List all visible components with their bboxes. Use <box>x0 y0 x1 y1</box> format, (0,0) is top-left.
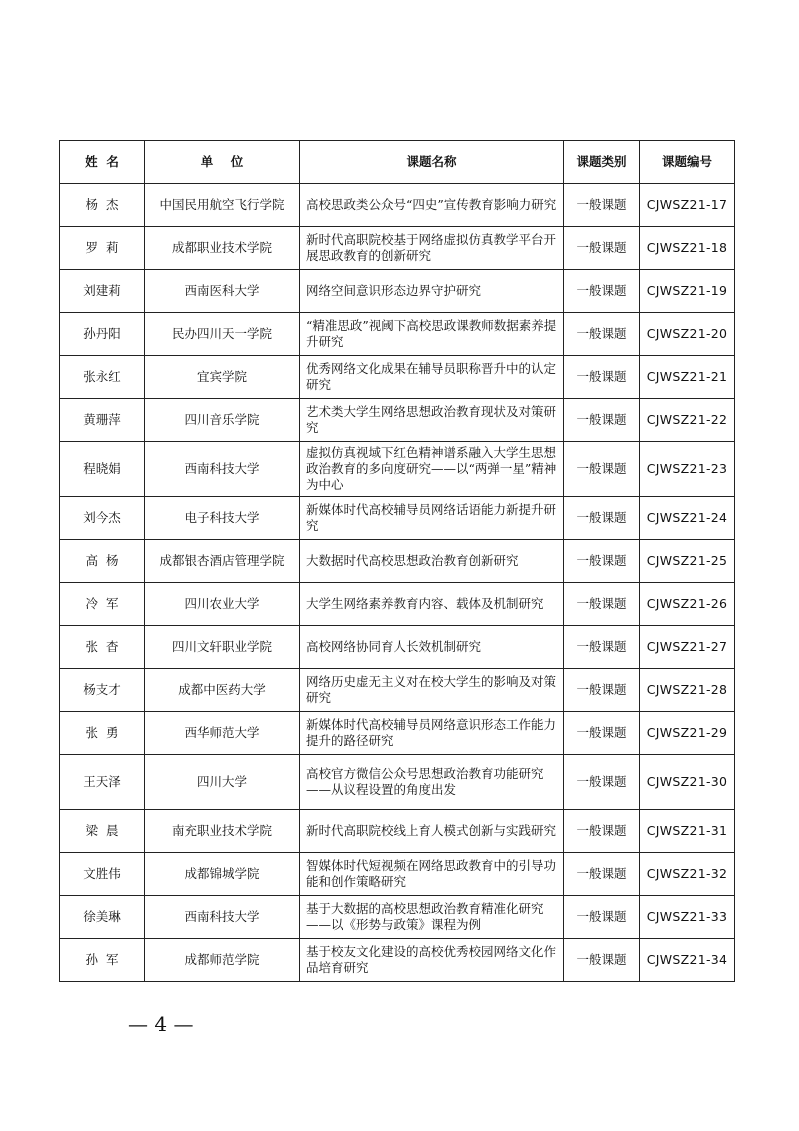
cell-code: CJWSZ21-31 <box>640 810 735 853</box>
cell-unit: 西南科技大学 <box>145 896 300 939</box>
cell-title: “精准思政”视阈下高校思政课教师数据素养提升研究 <box>300 313 564 356</box>
cell-name: 徐美琳 <box>60 896 145 939</box>
table-row <box>60 270 735 313</box>
table-row <box>60 853 735 896</box>
cell-type: 一般课题 <box>564 356 640 399</box>
cell-title: 优秀网络文化成果在辅导员职称晋升中的认定研究 <box>300 356 564 399</box>
header-title: 课题名称 <box>300 141 564 184</box>
cell-code: CJWSZ21-26 <box>640 583 735 626</box>
cell-type: 一般课题 <box>564 755 640 810</box>
table-row <box>60 356 735 399</box>
cell-code: CJWSZ21-33 <box>640 896 735 939</box>
cell-title: 智媒体时代短视频在网络思政教育中的引导功能和创作策略研究 <box>300 853 564 896</box>
table-row <box>60 755 735 810</box>
cell-type: 一般课题 <box>564 442 640 497</box>
cell-title: 虚拟仿真视域下红色精神谱系融入大学生思想政治教育的多向度研究——以“两弹一星”精神为中心 <box>300 442 564 497</box>
header-name: 姓 名 <box>60 141 145 184</box>
cell-type: 一般课题 <box>564 669 640 712</box>
cell-type: 一般课题 <box>564 712 640 755</box>
project-table <box>59 140 735 982</box>
cell-unit: 西华师范大学 <box>145 712 300 755</box>
cell-code: CJWSZ21-23 <box>640 442 735 497</box>
cell-type: 一般课题 <box>564 227 640 270</box>
table-row <box>60 583 735 626</box>
cell-name: 杨 杰 <box>60 184 145 227</box>
cell-type: 一般课题 <box>564 497 640 540</box>
cell-title: 新时代高职院校基于网络虚拟仿真教学平台开展思政教育的创新研究 <box>300 227 564 270</box>
cell-title: 新媒体时代高校辅导员网络话语能力新提升研究 <box>300 497 564 540</box>
cell-type: 一般课题 <box>564 896 640 939</box>
cell-title: 基于校友文化建设的高校优秀校园网络文化作品培育研究 <box>300 939 564 982</box>
cell-type: 一般课题 <box>564 626 640 669</box>
cell-unit: 民办四川天一学院 <box>145 313 300 356</box>
cell-title: 高校网络协同育人长效机制研究 <box>300 626 564 669</box>
table-row <box>60 184 735 227</box>
cell-unit: 南充职业技术学院 <box>145 810 300 853</box>
cell-name: 孙丹阳 <box>60 313 145 356</box>
cell-code: CJWSZ21-27 <box>640 626 735 669</box>
cell-unit: 四川音乐学院 <box>145 399 300 442</box>
table-row <box>60 399 735 442</box>
table-row <box>60 540 735 583</box>
table-row <box>60 712 735 755</box>
table-row <box>60 313 735 356</box>
cell-type: 一般课题 <box>564 270 640 313</box>
cell-code: CJWSZ21-30 <box>640 755 735 810</box>
cell-code: CJWSZ21-32 <box>640 853 735 896</box>
cell-code: CJWSZ21-34 <box>640 939 735 982</box>
cell-type: 一般课题 <box>564 810 640 853</box>
cell-name: 孙 军 <box>60 939 145 982</box>
cell-code: CJWSZ21-25 <box>640 540 735 583</box>
cell-unit: 西南科技大学 <box>145 442 300 497</box>
cell-name: 黄珊萍 <box>60 399 145 442</box>
cell-unit: 西南医科大学 <box>145 270 300 313</box>
header-code: 课题编号 <box>640 141 735 184</box>
table-row <box>60 227 735 270</box>
table-row <box>60 669 735 712</box>
cell-unit: 四川大学 <box>145 755 300 810</box>
cell-unit: 中国民用航空飞行学院 <box>145 184 300 227</box>
cell-title: 新媒体时代高校辅导员网络意识形态工作能力提升的路径研究 <box>300 712 564 755</box>
page-number: — 4 — <box>128 1012 194 1036</box>
cell-name: 王天泽 <box>60 755 145 810</box>
cell-title: 网络历史虚无主义对在校大学生的影响及对策研究 <box>300 669 564 712</box>
cell-title: 大数据时代高校思想政治教育创新研究 <box>300 540 564 583</box>
table-row <box>60 497 735 540</box>
cell-unit: 宜宾学院 <box>145 356 300 399</box>
cell-type: 一般课题 <box>564 939 640 982</box>
cell-title: 网络空间意识形态边界守护研究 <box>300 270 564 313</box>
cell-title: 艺术类大学生网络思想政治教育现状及对策研究 <box>300 399 564 442</box>
cell-code: CJWSZ21-24 <box>640 497 735 540</box>
cell-unit: 成都职业技术学院 <box>145 227 300 270</box>
cell-code: CJWSZ21-22 <box>640 399 735 442</box>
cell-code: CJWSZ21-21 <box>640 356 735 399</box>
cell-name: 罗 莉 <box>60 227 145 270</box>
table-header-row <box>60 141 735 184</box>
cell-unit: 成都师范学院 <box>145 939 300 982</box>
cell-title: 新时代高职院校线上育人模式创新与实践研究 <box>300 810 564 853</box>
cell-title: 基于大数据的高校思想政治教育精准化研究——以《形势与政策》课程为例 <box>300 896 564 939</box>
table-row <box>60 810 735 853</box>
cell-title: 大学生网络素养教育内容、载体及机制研究 <box>300 583 564 626</box>
cell-type: 一般课题 <box>564 399 640 442</box>
table-row <box>60 896 735 939</box>
cell-name: 高 杨 <box>60 540 145 583</box>
cell-title: 高校思政类公众号“四史”宣传教育影响力研究 <box>300 184 564 227</box>
cell-type: 一般课题 <box>564 540 640 583</box>
cell-code: CJWSZ21-29 <box>640 712 735 755</box>
cell-type: 一般课题 <box>564 853 640 896</box>
cell-name: 杨支才 <box>60 669 145 712</box>
cell-code: CJWSZ21-17 <box>640 184 735 227</box>
header-type: 课题类别 <box>564 141 640 184</box>
cell-unit: 成都锦城学院 <box>145 853 300 896</box>
table-row <box>60 939 735 982</box>
cell-name: 程晓娟 <box>60 442 145 497</box>
cell-type: 一般课题 <box>564 583 640 626</box>
cell-unit: 四川农业大学 <box>145 583 300 626</box>
cell-type: 一般课题 <box>564 184 640 227</box>
cell-name: 刘今杰 <box>60 497 145 540</box>
cell-code: CJWSZ21-20 <box>640 313 735 356</box>
cell-code: CJWSZ21-19 <box>640 270 735 313</box>
cell-name: 文胜伟 <box>60 853 145 896</box>
cell-unit: 成都银杏酒店管理学院 <box>145 540 300 583</box>
cell-name: 梁 晨 <box>60 810 145 853</box>
cell-title: 高校官方微信公众号思想政治教育功能研究——从议程设置的角度出发 <box>300 755 564 810</box>
table-row <box>60 626 735 669</box>
cell-name: 张 勇 <box>60 712 145 755</box>
cell-unit: 成都中医药大学 <box>145 669 300 712</box>
cell-code: CJWSZ21-28 <box>640 669 735 712</box>
cell-code: CJWSZ21-18 <box>640 227 735 270</box>
cell-name: 刘建莉 <box>60 270 145 313</box>
cell-unit: 电子科技大学 <box>145 497 300 540</box>
table-row <box>60 442 735 497</box>
cell-unit: 四川文轩职业学院 <box>145 626 300 669</box>
cell-name: 张永红 <box>60 356 145 399</box>
cell-name: 张 杳 <box>60 626 145 669</box>
header-unit: 单 位 <box>145 141 300 184</box>
cell-type: 一般课题 <box>564 313 640 356</box>
cell-name: 冷 军 <box>60 583 145 626</box>
